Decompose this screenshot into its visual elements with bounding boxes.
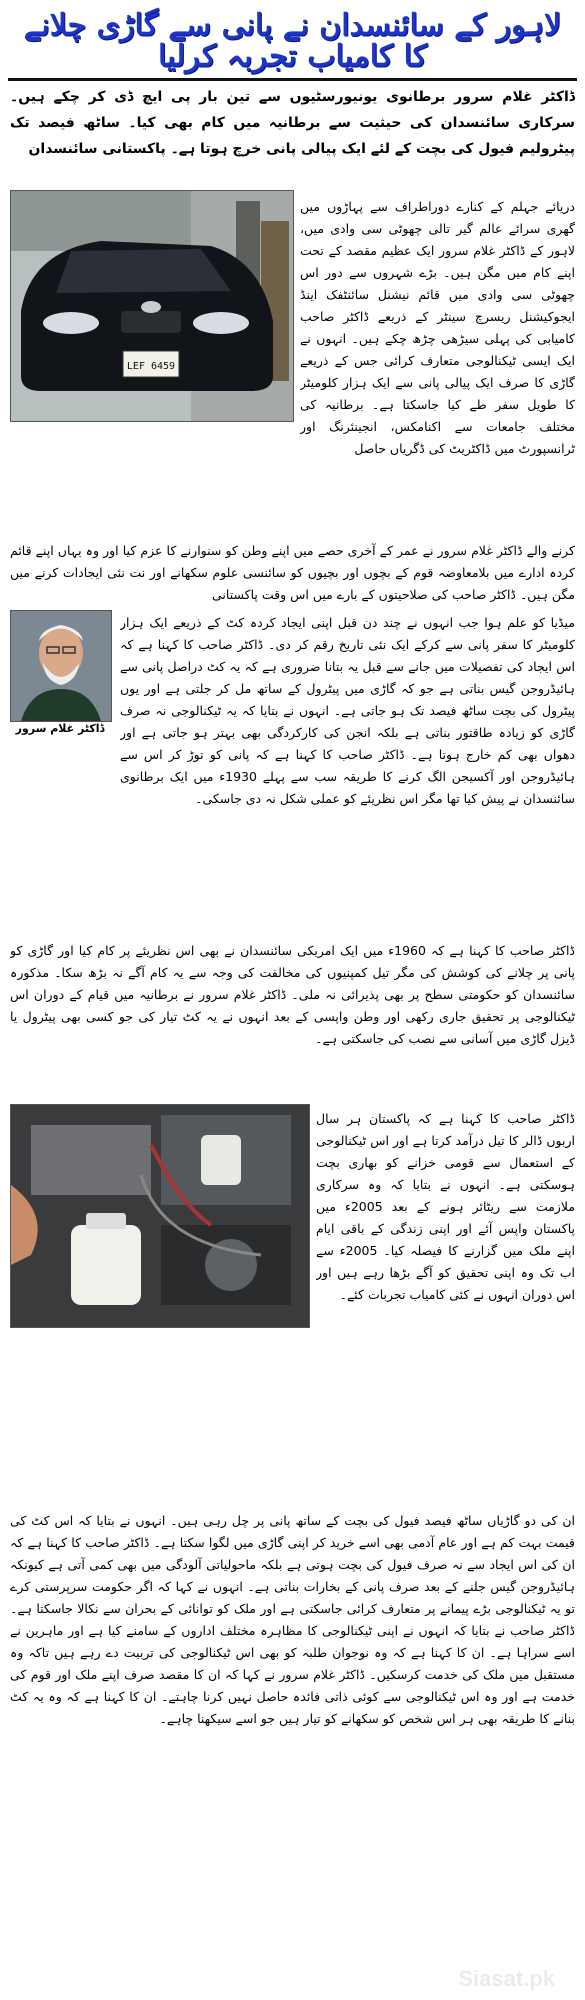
- watermark: Siasat.pk: [458, 1966, 555, 1991]
- article-paragraph-1: دریائے جہلم کے کنارے دوراطراف سے پہاڑوں میں گھری سرائے عالم گیر تالی چھوٹی سی وادی میں، لاہور کے ڈاکٹر غلام سرور ایک عظیم مقصد کے تحت اپنے کام میں مگن ہیں۔ بڑے شہروں سے دور اس چھوٹی سی وادی میں قائم نیشنل سائنٹفک اینڈ ایجوکیشنل ریسرچ سینٹر کے ذریعے ڈاکٹر صاحب کامیابی کی پہلی سیڑھی چڑھ چکے ہیں۔ انہوں نے ایک ایسی ٹیکنالوجی متعارف کرائی جس کے ذریعے گاڑی کا صرف ایک پیالی پانی سے ایک ہزار کلومیٹر کا طویل سفر طے کیا جاسکتا ہے۔ برطانیہ کی مختلف جامعات سے اکنامکس، انجینئرنگ اور ٹرانسپورٹ میں ڈاکٹریٹ کی ڈگریاں حاصل: [300, 199, 575, 456]
- intro-paragraph: ڈاکٹر غلام سرور برطانوی یونیورسٹیوں سے تین بار پی ایچ ڈی کر چکے ہیں۔ سرکاری سائنسدان کی حیثیت سے برطانیہ میں کام بھی کیا۔ ساٹھ فیصد تک پیٹرولیم فیول کی بچت کے لئے ایک پیالی پانی خرچ ہوتا ہے۔ پاکستانی سائنسدان: [10, 89, 575, 157]
- headline-text: لاہور کے سائنسدان نے پانی سے گاڑی چلانے کا کامیاب تجربہ کرلیا: [23, 7, 562, 74]
- engine-photo: [10, 1104, 310, 1328]
- car-photo: [10, 190, 294, 422]
- article-paragraph-6: ان کی دو گاڑیاں ساٹھ فیصد فیول کی بچت کے ساتھ پانی پر چل رہی ہیں۔ انہوں نے بتایا کہ اس کٹ کی قیمت بہت کم ہے اور عام آدمی بھی اسے خرید کر اپنی گاڑی میں لگوا سکتا ہے۔ ڈاکٹر صاحب کا کہنا ہے کہ ان کی اس ایجاد سے نہ صرف فیول کی بچت ہوتی ہے بلکہ ماحولیاتی آلودگی میں بھی کمی آتی ہے کیونکہ ہائیڈروجن گیس جلنے کے بعد صرف پانی کے بخارات بناتی ہے۔ انہوں نے کہا کہ اگر حکومت سرپرستی کرے تو یہ ٹیکنالوجی بڑے پیمانے پر متعارف کرائی جاسکتی ہے اور ملک کو توانائی کے بحران سے نکالا جاسکتا ہے۔ ڈاکٹر صاحب نے بتایا کہ انہوں نے اپنی ٹیکنالوجی کا مظاہرہ مختلف اداروں کے سامنے کیا ہے اور ماہرین نے اسے سراہا ہے۔ ان کا کہنا ہے کہ وہ نوجوان طلبہ کو بھی اس ٹیکنالوجی کی تربیت دے رہے ہیں تاکہ وہ مستقبل میں ملک کی خدمت کرسکیں۔ ڈاکٹر غلام سرور نے کہا کہ ان کا مقصد صرف اپنے ملک اور قوم کی خدمت ہے اور وہ اس ٹیکنالوجی سے کوئی ذاتی فائدہ حاصل نہیں کرنا چاہتے۔ ان کا کہنا ہے کہ وہ یہ کٹ بنانے کا طریقہ بھی ہر اس شخص کو سکھانے کو تیار ہیں جو اسے سیکھنا چاہے۔: [10, 1513, 575, 1726]
- headline: [8, 4, 577, 81]
- article-paragraph-4: ڈاکٹر صاحب کا کہنا ہے کہ 1960ء میں ایک امریکی سائنسدان نے بھی اس نظریئے پر کام کیا اور گاڑی کو پانی پر چلانے کی کوشش کی مگر تیل کمپنیوں کی مخالفت کی وجہ سے یہ کام آگے نہ بڑھ سکا۔ مذکورہ سائنسدان کو حکومتی سطح پر بھی پذیرائی نہ ملی۔ ڈاکٹر غلام سرور نے برطانیہ میں قیام کے دوران اس ٹیکنالوجی پر تحقیق جاری رکھی اور وطن واپسی کے بعد انہوں نے یہ کٹ تیار کی جو کسی بھی پیٹرول یا ڈیزل گاڑی میں آسانی سے نصب کی جاسکتی ہے۔: [10, 943, 575, 1046]
- portrait-photo: [10, 610, 112, 722]
- license-plate: LEF 6459: [126, 361, 176, 372]
- article-paragraph-3: میڈیا کو علم ہوا جب انہوں نے چند دن قبل اپنی ایجاد کردہ کٹ کے ذریعے ایک ہزار کلومیٹر کا سفر پانی سے کرکے ایک نئی تاریخ رقم کر دی۔ ڈاکٹر صاحب کا کہنا ہے کہ اس ایجاد کی تفصیلات میں جانے سے قبل یہ بتانا ضروری ہے کہ یہ کٹ دراصل پانی سے ہائیڈروجن گیس بناتی ہے جو کہ گاڑی میں پیٹرول کے ساتھ مل کر جلتی ہے اور یوں پیٹرول کی بچت ساٹھ فیصد تک ہو جاتی ہے۔ انہوں نے بتایا کہ یہ ٹیکنالوجی نہ صرف گاڑی کو زیادہ طاقتور بناتی ہے بلکہ انجن کی کارکردگی بھی بہتر ہو جاتی ہے اور دھواں بھی کم خارج ہوتا ہے۔ ڈاکٹر صاحب کا کہنا ہے کہ پانی کو توڑ کر اس سے ہائیڈروجن اور آکسیجن الگ کرنے کا طریقہ سب سے پہلے 1930ء میں ایک برطانوی سائنسدان نے پیش کیا تھا مگر اس نظریئے کو عملی شکل نہ دی جاسکی۔: [120, 615, 575, 806]
- portrait-caption: ڈاکٹر غلام سرور: [15, 722, 105, 735]
- article-paragraph-5: ڈاکٹر صاحب کا کہنا ہے کہ پاکستان ہر سال اربوں ڈالر کا تیل درآمد کرتا ہے اور اس ٹیکنالوجی کے استعمال سے قومی خزانے کو بھاری بچت ہوسکتی ہے۔ انہوں نے بتایا کہ وہ سرکاری ملازمت سے ریٹائر ہونے کے بعد 2005ء میں پاکستان واپس آئے اور اپنی زندگی کے باقی ایام اپنے ملک میں گزارنے کا فیصلہ کیا۔ 2005ء سے اب تک وہ اپنی تحقیق کو آگے بڑھا رہے ہیں اور اس دوران انہوں نے کئی کامیاب تجربات کئے۔: [316, 1111, 575, 1302]
- article-paragraph-2: کرنے والے ڈاکٹر غلام سرور نے عمر کے آخری حصے میں اپنے وطن کو سنوارنے کا عزم کیا اور وہ یہاں اپنے قائم کردہ ادارے میں بلامعاوضہ قوم کے بچوں اور بچیوں کو سائنسی علوم سکھانے اور نت نئی ایجادات کرنے میں مگن ہیں۔ ڈاکٹر صاحب کی صلاحیتوں کے بارے میں اس وقت پاکستانی: [10, 543, 575, 602]
